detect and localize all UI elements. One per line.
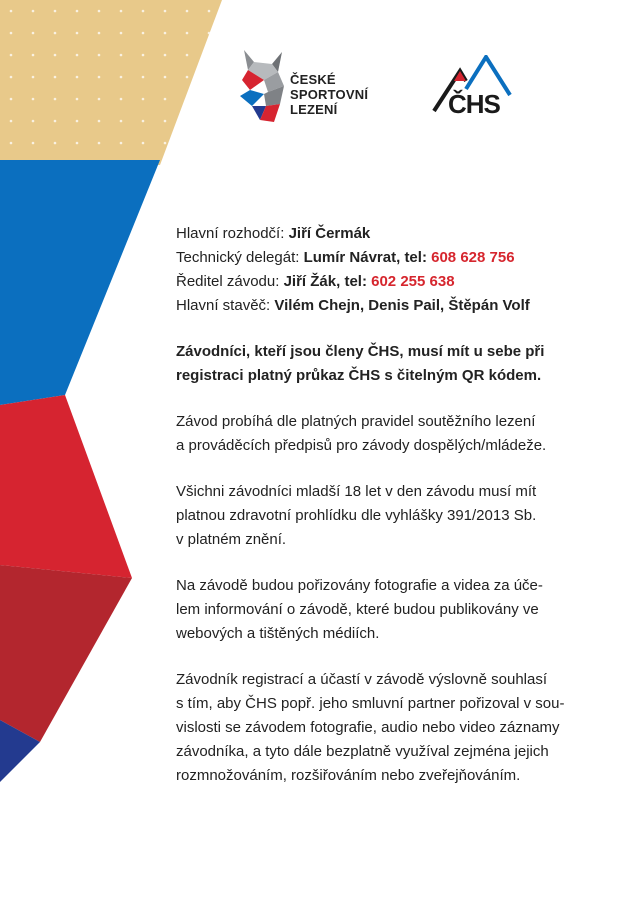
red-shape [0, 395, 132, 578]
official-row-chief-setter [176, 294, 616, 318]
official-label: Technický delegát: [176, 249, 300, 266]
paragraph-line: Na závodě budou pořizovány fotografie a videa za úče- [176, 577, 543, 594]
media-paragraph [176, 574, 616, 646]
official-name: Jiří Čermák [288, 225, 371, 242]
csl-logo-line-1: ČESKÉ [290, 72, 336, 87]
ceske-sportovni-lezeni-logo [238, 50, 369, 130]
csl-logo-line-3: LEZENÍ [290, 102, 338, 117]
paragraph-line: platnou zdravotní prohlídku dle vyhlášky 391/2013 Sb. [176, 507, 537, 524]
official-name: Vilém Chejn, Denis Pail, Štěpán Volf [274, 297, 530, 314]
tan-dots [0, 0, 222, 165]
paragraph-line: a prováděcích předpisů pro závody dospělých/mládeže. [176, 437, 547, 454]
notice-line: registraci platný průkaz ČHS s čitelným QR kódem. [176, 367, 542, 384]
official-name: Lumír Návrat, tel: [303, 249, 427, 266]
chs-logo [432, 55, 512, 117]
membership-notice [176, 340, 616, 388]
paragraph-line: rozmnožováním, rozšiřováním nebo zveřejňováním. [176, 767, 521, 784]
paragraph-line: webových a tištěných médiích. [176, 625, 380, 642]
official-name: Jiří Žák, tel: [283, 273, 367, 290]
official-row-chief-judge [176, 222, 616, 246]
paragraph-line: Závod probíhá dle platných pravidel soutěžního lezení [176, 413, 536, 430]
dark-red-shape [0, 565, 132, 742]
official-label: Hlavní rozhodčí: [176, 225, 285, 242]
paragraph-line: Všichni závodníci mladší 18 let v den závodu musí mít [176, 483, 537, 500]
official-row-race-director [176, 270, 616, 294]
paragraph-line: závodníka, a tyto dále bezplatně využíval zejména jejich [176, 743, 549, 760]
notice-line: Závodníci, kteří jsou členy ČHS, musí mít u sebe při [176, 343, 545, 360]
paragraph-line: vislosti se závodem fotografie, audio nebo video záznamy [176, 719, 560, 736]
official-phone: 602 255 638 [371, 273, 455, 290]
blue-shape [0, 160, 160, 405]
official-row-technical-delegate [176, 246, 616, 270]
official-label: Hlavní stavěč: [176, 297, 271, 314]
official-label: Ředitel závodu: [176, 273, 280, 290]
paragraph-line: Závodník registrací a účastí v závodě výslovně souhlasí [176, 671, 548, 688]
paragraph-line: s tím, aby ČHS popř. jeho smluvní partner pořizoval v sou- [176, 695, 565, 712]
main-content [176, 222, 616, 788]
chs-logo-text: ČHS [448, 89, 500, 119]
paragraph-line: lem informování o závodě, které budou publikovány ve [176, 601, 539, 618]
paragraph-line: v platném znění. [176, 531, 287, 548]
lynx-head-icon [238, 50, 288, 126]
official-phone: 608 628 756 [431, 249, 515, 266]
medical-paragraph [176, 480, 616, 552]
officials-list [176, 222, 616, 318]
consent-paragraph [176, 668, 616, 788]
csl-logo-line-2: SPORTOVNÍ [290, 87, 369, 102]
rules-paragraph [176, 410, 616, 458]
